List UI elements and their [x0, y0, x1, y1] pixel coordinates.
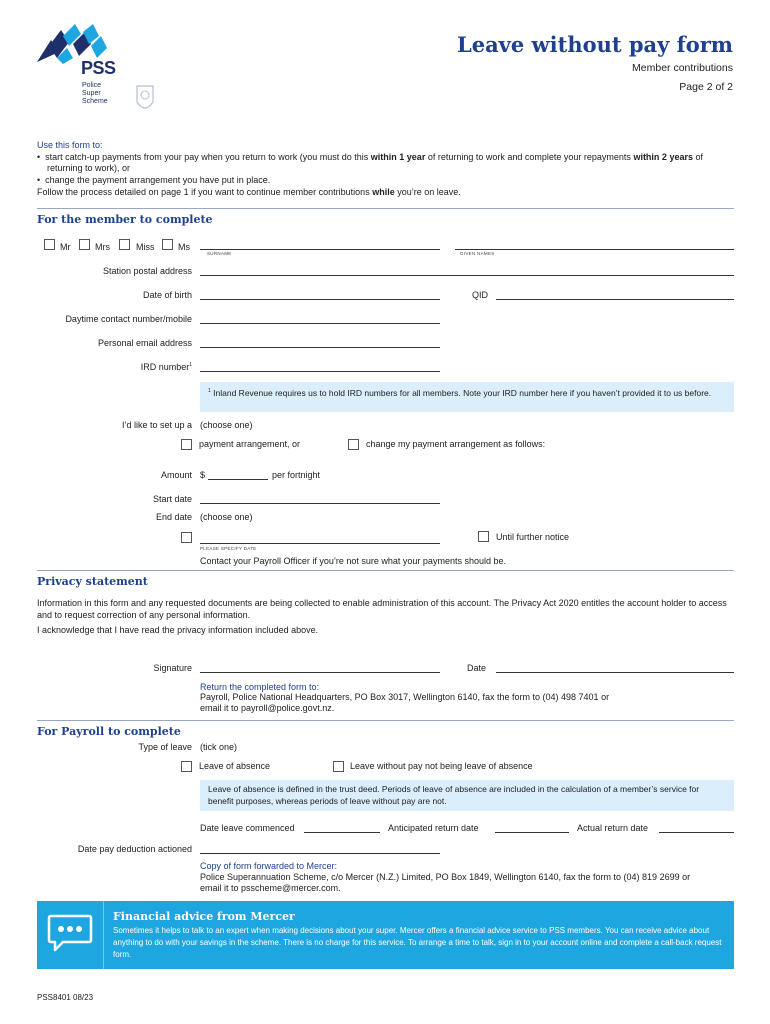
start-date-label: Start date	[152, 494, 192, 504]
deduction-actioned-field[interactable]	[200, 853, 440, 854]
divider	[37, 208, 734, 209]
member-section-heading: For the member to complete	[37, 213, 213, 226]
signature-field[interactable]	[200, 672, 440, 673]
contact-payroll-text: Contact your Payroll Officer if you’re not sure what your payments should be.	[200, 556, 506, 566]
date-commenced-field[interactable]	[304, 832, 380, 833]
divider	[37, 570, 734, 571]
setup-label: I’d like to set up a	[121, 420, 192, 430]
specify-date-hint: PLEASE SPECIFY DATE	[200, 546, 257, 551]
given-names-hint: GIVEN NAMES	[460, 251, 495, 256]
logo-sub-3: Scheme	[82, 98, 108, 105]
end-date-label: End date	[155, 512, 192, 522]
change-arrangement-checkbox[interactable]	[348, 439, 359, 450]
title-miss-checkbox[interactable]	[119, 239, 130, 250]
station-field[interactable]	[200, 275, 734, 276]
deduction-actioned-label: Date pay deduction actioned	[77, 844, 192, 854]
title-mr-label: Mr	[60, 242, 71, 252]
police-crest-icon	[133, 82, 157, 118]
payment-arrangement-label: payment arrangement, or	[199, 439, 301, 449]
return-line-1: Payroll, Police National Headquarters, PO Box 3017, Wellington 6140, fax the form to (04) 498 7401 or	[200, 692, 610, 702]
ird-field[interactable]	[200, 371, 440, 372]
logo-sub-2: Super	[82, 90, 101, 97]
actual-return-field[interactable]	[659, 832, 734, 833]
anticipated-return-label: Anticipated return date	[388, 823, 479, 833]
surname-hint: SURNAME	[207, 251, 232, 256]
privacy-text: Information in this form and any requested documents are being collected to enable administration of this account. The Privacy Act 2020 entitles the account holder to access and to request correction of any personal information.	[37, 598, 727, 620]
privacy-heading: Privacy statement	[37, 575, 148, 588]
title-ms-checkbox[interactable]	[162, 239, 173, 250]
surname-field[interactable]	[200, 249, 440, 250]
intro-section	[37, 140, 737, 199]
payroll-heading: For Payroll to complete	[37, 725, 181, 738]
daytime-label: Daytime contact number/mobile	[65, 314, 192, 324]
given-names-field[interactable]	[455, 249, 734, 250]
daytime-field[interactable]	[200, 323, 440, 324]
dob-field[interactable]	[200, 299, 440, 300]
date-field[interactable]	[496, 672, 734, 673]
chat-bubble-icon	[47, 913, 93, 953]
return-line-2: email it to payroll@police.govt.nz.	[200, 703, 335, 713]
specify-date-checkbox[interactable]	[181, 532, 192, 543]
intro-heading: Use this form to:	[37, 140, 103, 150]
title-mr-checkbox[interactable]	[44, 239, 55, 250]
leave-definition-note: Leave of absence is defined in the trust deed. Periods of leave of absence are included in the calculation of a member’s service for benefit purposes, whereas periods of leave without pay are not.	[200, 780, 734, 811]
qid-label: QID	[472, 290, 489, 300]
amount-label: Amount	[160, 470, 192, 480]
email-label: Personal email address	[97, 338, 192, 348]
divider	[37, 720, 734, 721]
copy-line-2: email it to psscheme@mercer.com.	[200, 883, 341, 893]
end-choose-one: (choose one)	[200, 512, 253, 522]
copy-heading: Copy of form forwarded to Mercer:	[200, 861, 338, 871]
title-mrs-checkbox[interactable]	[79, 239, 90, 250]
page-number: Page 2 of 2	[679, 81, 733, 93]
actual-return-label: Actual return date	[577, 823, 649, 833]
intro-bullet-1: • start catch-up payments from your pay when you return to work (you must do this within 1 year of returning to work and complete your repayments within 2 years of returning to work), or	[37, 151, 703, 173]
banner-title: Financial advice from Mercer	[113, 910, 295, 923]
signature-label: Signature	[153, 663, 192, 673]
logo-wordmark: PSS	[81, 58, 116, 78]
station-label: Station postal address	[102, 266, 192, 276]
tick-one-label: (tick one)	[200, 742, 238, 752]
lwop-checkbox[interactable]	[333, 761, 344, 772]
per-fortnight-label: per fortnight	[272, 470, 321, 480]
title-mrs-label: Mrs	[95, 242, 110, 252]
logo-sub-1: Police	[82, 82, 102, 89]
title-miss-label: Miss	[136, 242, 155, 252]
dollar-sign: $	[200, 470, 206, 480]
qid-field[interactable]	[496, 299, 734, 300]
anticipated-return-field[interactable]	[495, 832, 569, 833]
change-arrangement-label: change my payment arrangement as follows:	[366, 439, 546, 449]
dob-label: Date of birth	[142, 290, 192, 300]
page-subtitle: Member contributions	[632, 62, 733, 74]
pss-logo	[37, 22, 162, 122]
page-title: Leave without pay form	[456, 32, 733, 57]
lwop-label: Leave without pay not being leave of absence	[350, 761, 533, 771]
form-code: PSS8401 08/23	[37, 993, 94, 1002]
banner-icon-box	[37, 901, 104, 969]
intro-follow: Follow the process detailed on page 1 if you want to continue member contributions while you’re on leave.	[37, 187, 461, 197]
payment-arrangement-checkbox[interactable]	[181, 439, 192, 450]
intro-bullet-2: • change the payment arrangement you have put in place.	[37, 174, 271, 185]
date-label: Date	[467, 663, 487, 673]
privacy-ack: I acknowledge that I have read the privacy information included above.	[37, 625, 319, 635]
copy-line-1: Police Superannuation Scheme, c/o Mercer (N.Z.) Limited, PO Box 1849, Wellington 6140, fax the form to (04) 819 2699 or	[200, 872, 691, 882]
leave-of-absence-checkbox[interactable]	[181, 761, 192, 772]
email-field[interactable]	[200, 347, 440, 348]
amount-field[interactable]	[208, 479, 268, 480]
until-notice-checkbox[interactable]	[478, 531, 489, 542]
date-commenced-label: Date leave commenced	[200, 823, 295, 833]
ird-note: $^1$ Inland Revenue requires us to hold IRD numbers for all members. Note your IRD number here if you haven’t provided it to us before.	[200, 382, 734, 412]
ird-label: IRD number$^1$	[140, 362, 192, 372]
title-ms-label: Ms	[178, 242, 190, 252]
leave-of-absence-label: Leave of absence	[199, 761, 271, 771]
type-of-leave-label: Type of leave	[138, 742, 192, 752]
until-notice-label: Until further notice	[496, 532, 570, 542]
banner-text: Sometimes it helps to talk to an expert when making decisions about your super. Mercer offers a financial advice service to PSS members. You can receive advice about anything to do with your savings in the scheme. There is no charge for this service. To arrange a time to talk, sign in to your account online and complete a call-back request form.	[113, 926, 722, 959]
start-date-field[interactable]	[200, 503, 440, 504]
end-date-field[interactable]	[200, 543, 440, 544]
return-heading: Return the completed form to:	[200, 682, 320, 692]
setup-choose-one: (choose one)	[200, 420, 253, 430]
